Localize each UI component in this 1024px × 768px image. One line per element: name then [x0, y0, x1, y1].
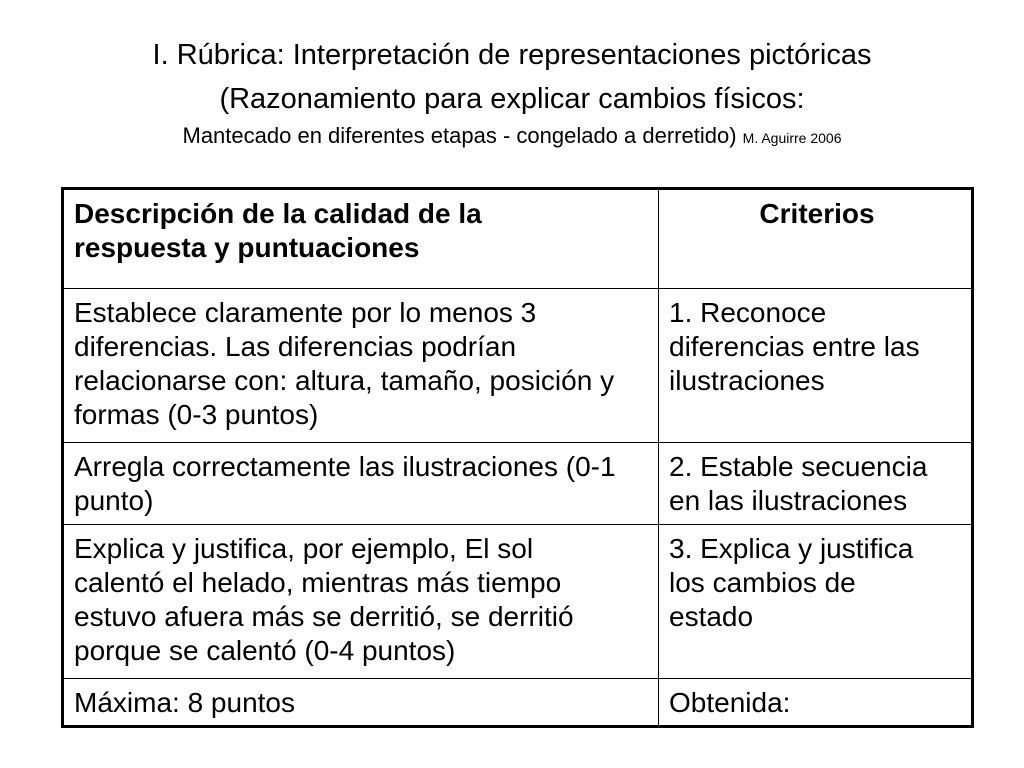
- slide-title-line-2: (Razonamiento para explicar cambios físicos:: [219, 83, 805, 115]
- description-cell: Explica y justifica, por ejemplo, El sol calentó el helado, mientras más tiempo estuvo afuera más se derritió, se derritió porque se calentó (0-4 puntos): [63, 525, 659, 679]
- table-row-total: [63, 679, 973, 727]
- obtained-score-cell: Obtenida:: [659, 679, 973, 727]
- subtitle-text: Mantecado en diferentes etapas - congelado a derretido): [182, 123, 737, 148]
- max-score-cell: Máxima: 8 puntos: [63, 679, 659, 727]
- criteria-cell: 2. Estable secuencia en las ilustraciones: [659, 443, 973, 525]
- slide-title-block: [0, 33, 1024, 153]
- header-criteria-cell: Criterios: [659, 189, 973, 289]
- author-credit: M. Aguirre 2006: [742, 130, 842, 146]
- table-row: [63, 443, 973, 525]
- table-row: [63, 289, 973, 443]
- description-cell: Establece claramente por lo menos 3 diferencias. Las diferencias podrían relacionarse con: altura, tamaño, posición y formas (0-3 puntos): [63, 289, 659, 443]
- header-description-cell: Descripción de la calidad de la respuesta y puntuaciones: [63, 189, 659, 289]
- table-row: [63, 525, 973, 679]
- slide-title-line-1: I. Rúbrica: Interpretación de representaciones pictóricas: [152, 39, 872, 71]
- criteria-cell: 1. Reconoce diferencias entre las ilustraciones: [659, 289, 973, 443]
- table-header-row: [63, 189, 973, 289]
- rubric-table: [61, 187, 974, 728]
- criteria-cell: 3. Explica y justifica los cambios de estado: [659, 525, 973, 679]
- slide-subtitle: [0, 121, 1024, 153]
- description-cell: Arregla correctamente las ilustraciones (0-1 punto): [63, 443, 659, 525]
